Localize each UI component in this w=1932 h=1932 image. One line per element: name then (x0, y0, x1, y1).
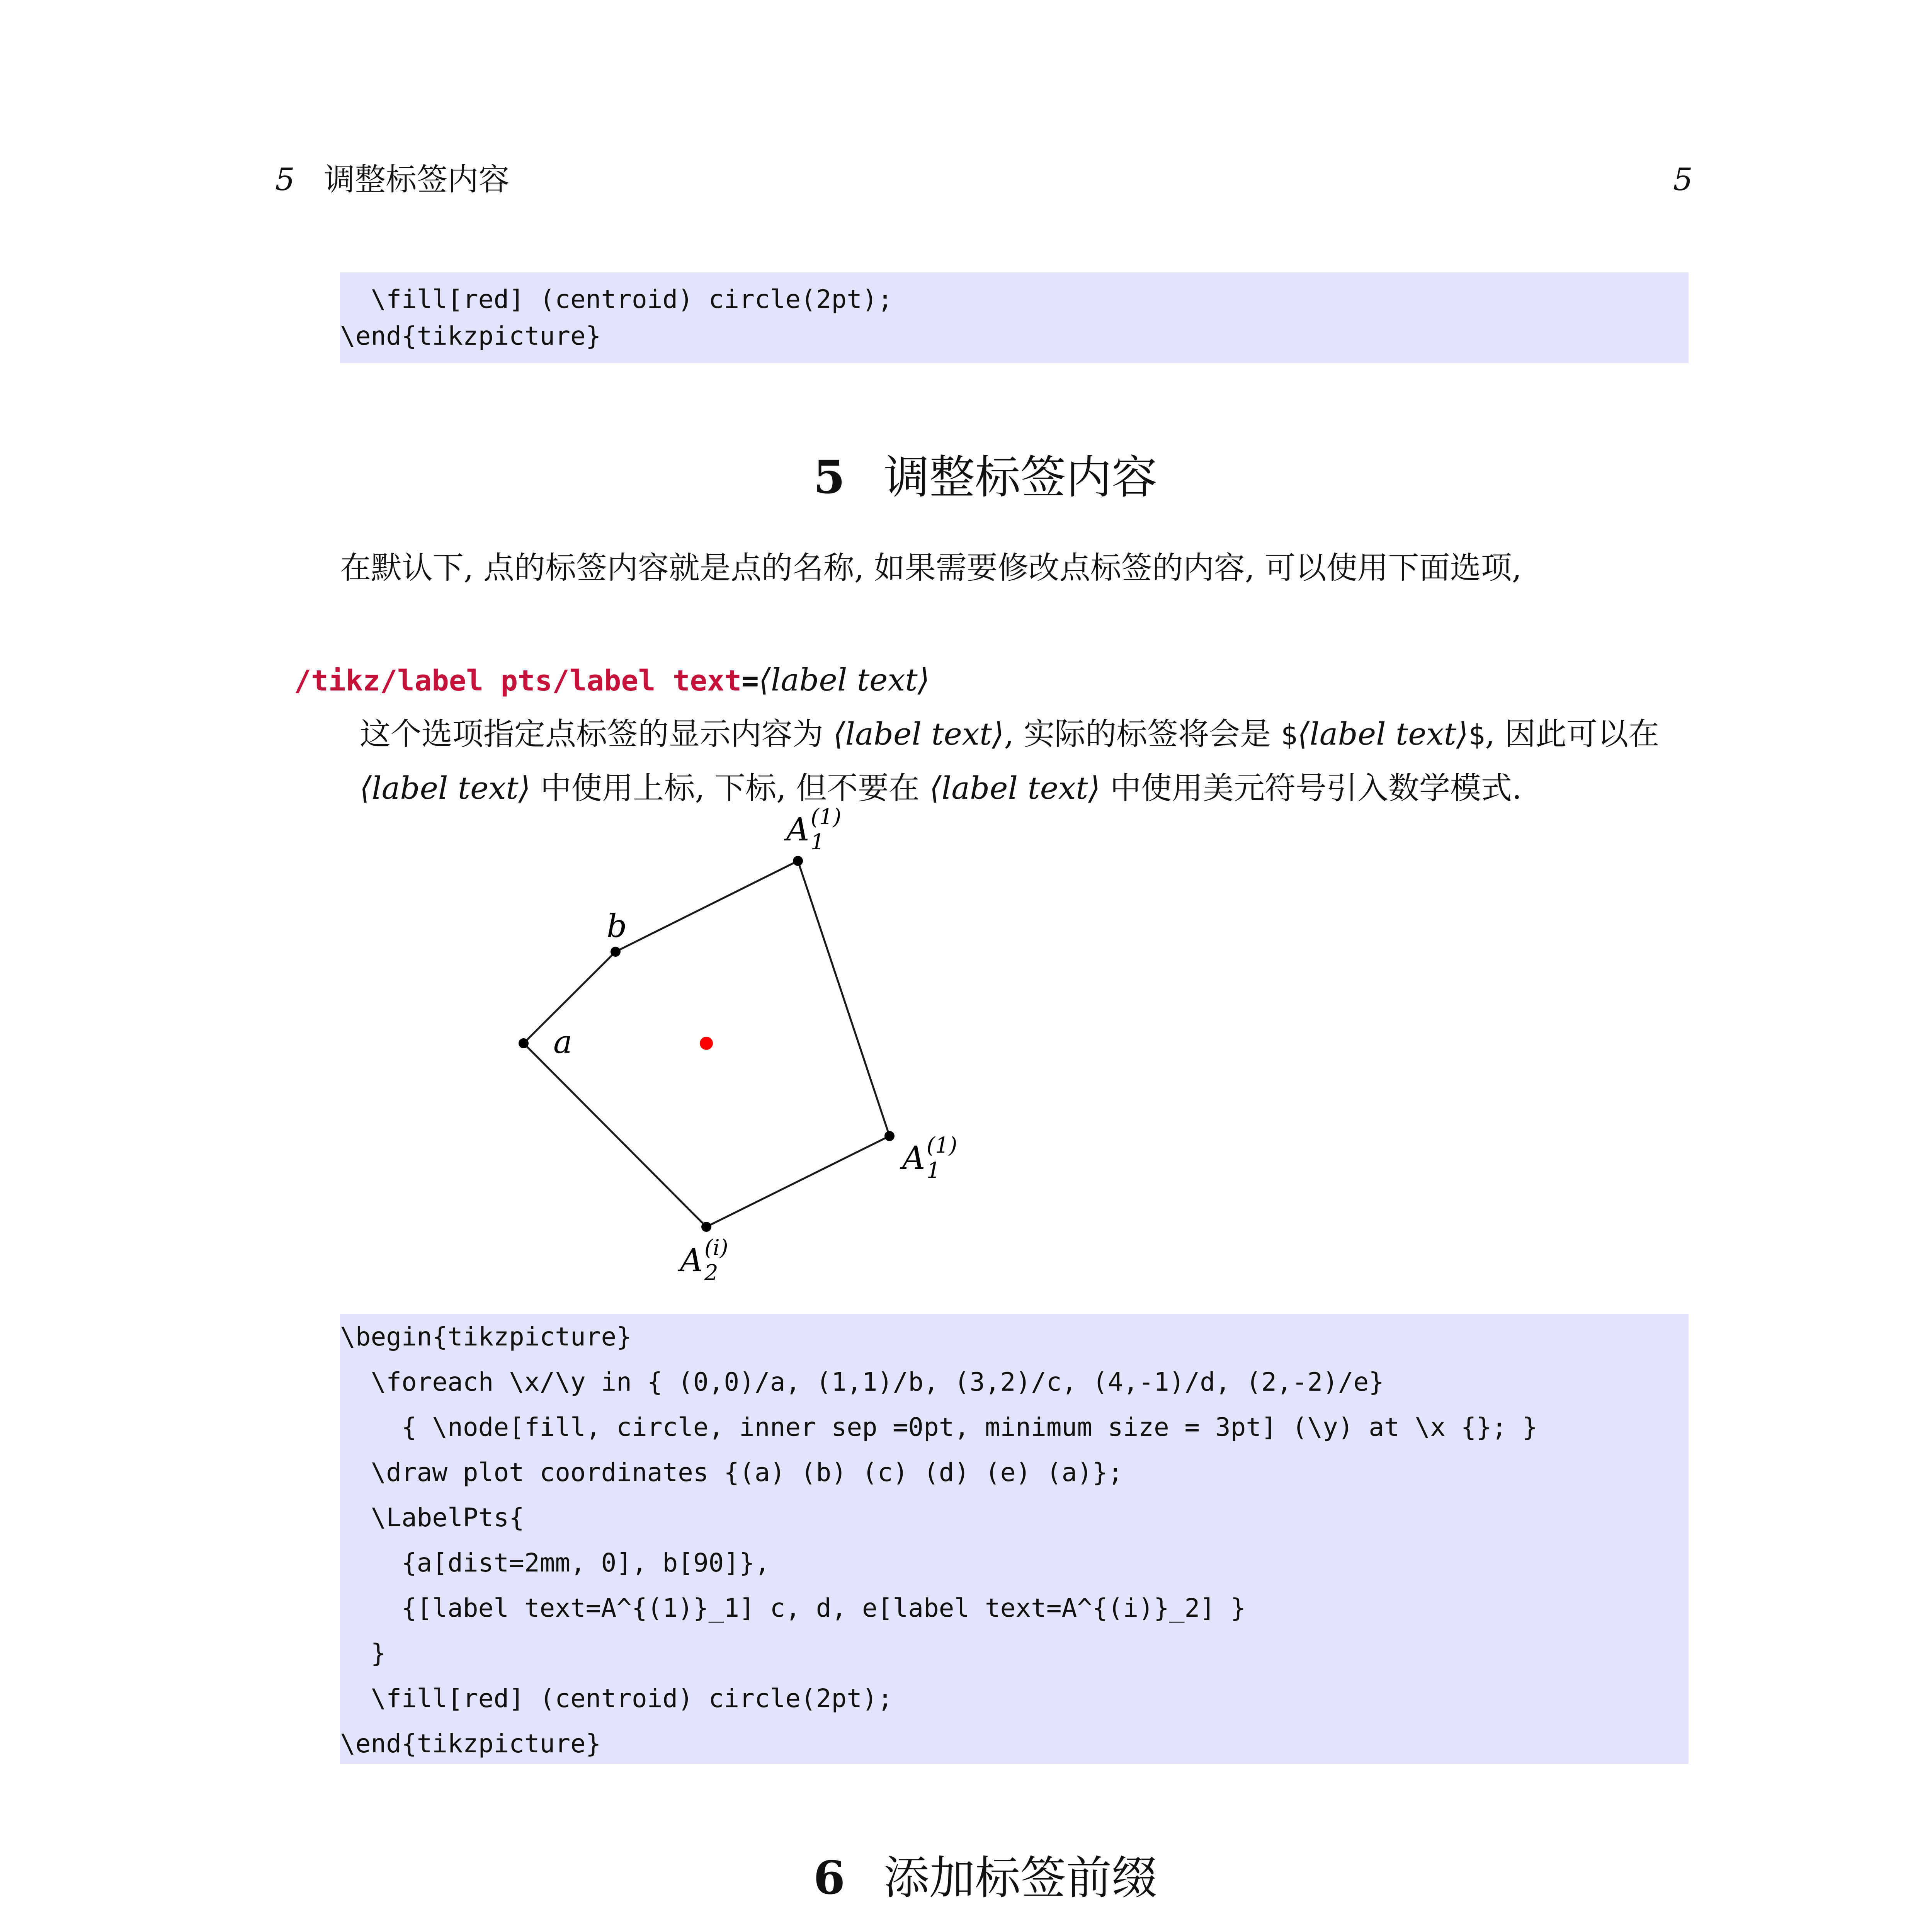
label-e (677, 1235, 728, 1286)
label-d-sub: 1 (927, 1158, 940, 1183)
section-title: 调整标签内容 (884, 451, 1158, 504)
text-run: 中使用美元符号引入数学模式. (1100, 770, 1522, 806)
code-line: {a[dist=2mm, 0], b[90]}, (340, 1548, 770, 1578)
option-equals: = (742, 664, 759, 697)
label-c-sub: 1 (811, 830, 825, 855)
text-run: 这个选项指定点标签的显示内容为 (359, 716, 833, 752)
option-key: /tikz/label pts/label text (294, 664, 742, 697)
code-line: \fill[red] (centroid) circle(2pt); (340, 1684, 893, 1713)
code-line: { \node[fill, circle, inner sep =0pt, minimum size = 3pt] (\y) at \x {}; } (340, 1412, 1538, 1442)
code-line: \end{tikzpicture} (340, 1729, 601, 1759)
label-d-base: A (902, 1140, 925, 1177)
page-number: 5 (1673, 162, 1693, 197)
option-argument: ⟨label text⟩ (759, 662, 930, 698)
header-section-number: 5 (275, 162, 295, 197)
label-b: b (607, 908, 627, 945)
section-heading-6 (0, 1849, 1932, 1907)
section-title: 添加标签前缀 (884, 1851, 1158, 1905)
point-b (611, 947, 621, 957)
point-a (519, 1038, 529, 1048)
label-a: a (553, 1024, 572, 1061)
point-e (701, 1222, 711, 1232)
label-d (900, 1133, 957, 1183)
section5-intro: 在默认下, 点的标签内容就是点的名称, 如果需要修改点标签的内容, 可以使用下面选项, (340, 550, 1522, 586)
meta-var: ⟨label text⟩ (833, 716, 1004, 752)
label-e-sub: 2 (704, 1260, 718, 1286)
code-line: } (340, 1638, 386, 1668)
point-c (793, 856, 803, 866)
label-d-sup: (1) (927, 1133, 957, 1158)
label-e-sup: (i) (704, 1235, 728, 1260)
code-line: \foreach \x/\y in { (0,0)/a, (1,1)/b, (3,2)/c, (4,-1)/d, (2,-2)/e} (340, 1367, 1384, 1397)
dollar-sign: $ (1468, 719, 1485, 751)
text-run: , 实际的标签将会是 (1004, 716, 1281, 752)
dollar-sign: $ (1281, 719, 1298, 751)
header-section-title: 调整标签内容 (324, 162, 510, 197)
meta-var: ⟨label text⟩ (1297, 716, 1469, 752)
text-run: , 因此可以在 (1485, 716, 1660, 752)
code-line: \end{tikzpicture} (340, 321, 601, 351)
code-line: \draw plot coordinates {(a) (b) (c) (d) (e) (a)}; (340, 1458, 1123, 1487)
centroid-dot (700, 1037, 713, 1050)
section-number: 6 (813, 1851, 845, 1905)
label-c-base: A (786, 811, 810, 848)
meta-var: ⟨label text⟩ (929, 770, 1100, 806)
code-line: \fill[red] (centroid) circle(2pt); (340, 284, 893, 314)
label-e-base: A (680, 1242, 703, 1279)
meta-var: ⟨label text⟩ (359, 770, 531, 806)
label-c (784, 804, 841, 855)
code-block-main (340, 1314, 1689, 1764)
code-line: \LabelPts{ (340, 1503, 524, 1532)
text-run: 中使用上标, 下标, 但不要在 (530, 770, 930, 806)
point-d (884, 1131, 895, 1141)
code-line: {[label text=A^{(1)}_1] c, d, e[label text=A^{(i)}_2] } (340, 1593, 1246, 1623)
label-c-sup: (1) (811, 804, 842, 830)
section-number: 5 (813, 450, 845, 504)
code-line: \begin{tikzpicture} (340, 1322, 632, 1352)
